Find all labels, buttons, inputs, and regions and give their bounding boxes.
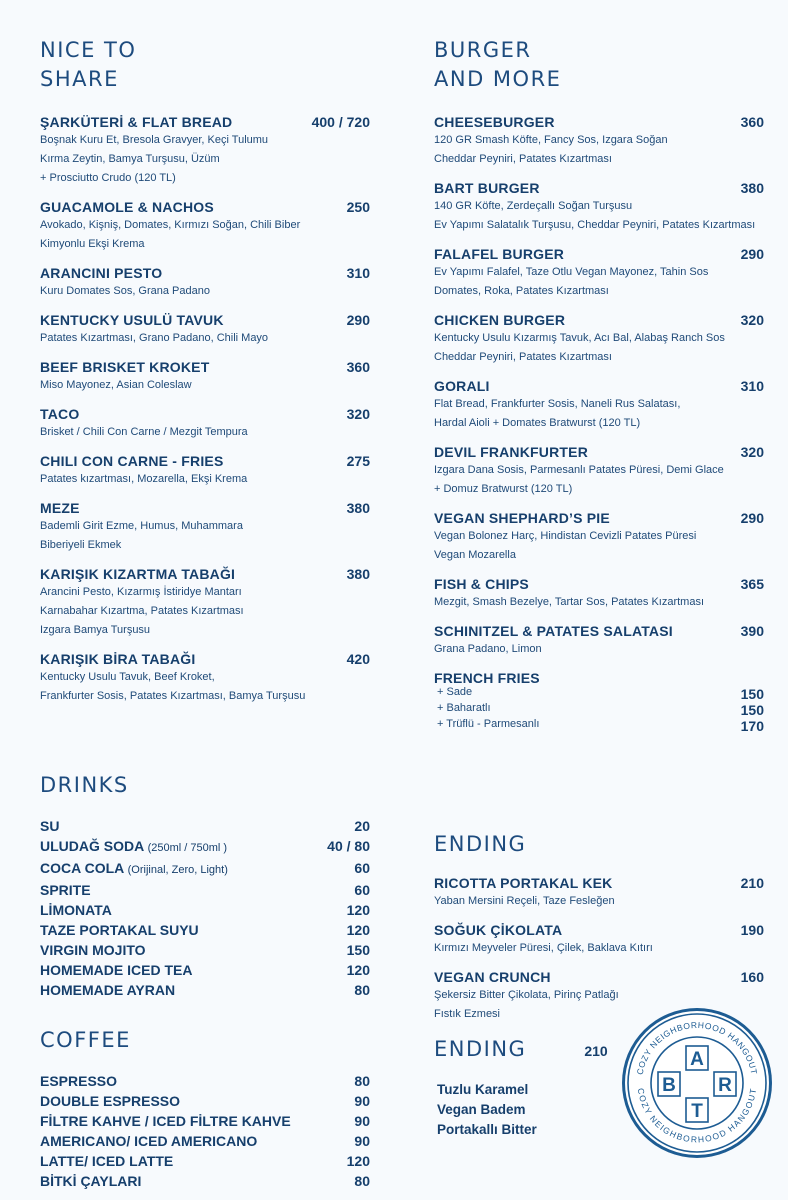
item-price: 360 xyxy=(740,114,764,130)
coffee-price: 90 xyxy=(354,1133,370,1149)
coffee-name: FİLTRE KAHVE / ICED FİLTRE KAHVE xyxy=(40,1113,291,1129)
item-head xyxy=(434,378,764,394)
item-price: 320 xyxy=(346,406,370,422)
menu-item xyxy=(40,453,370,488)
item-description: Frankfurter Sosis, Patates Kızartması, Bamya Turşusu xyxy=(40,690,306,702)
drink-price: 120 xyxy=(346,922,370,938)
item-description: Kentucky Usulu Kızarmış Tavuk, Acı Bal, Alabaş Ranch Sos xyxy=(434,332,725,344)
menu-item xyxy=(434,922,764,957)
ending-title: ENDING xyxy=(434,832,527,856)
menu-item xyxy=(434,444,764,498)
item-description: Patates kızartması, Mozarella, Ekşi Krema xyxy=(40,473,248,485)
item-name: GORALI xyxy=(434,378,490,394)
menu-item xyxy=(434,180,764,234)
drink-price: 120 xyxy=(346,962,370,978)
item-description: Avokado, Kişniş, Domates, Kırmızı Soğan, Chili Biber xyxy=(40,219,301,231)
ending2-title: ENDING xyxy=(434,1037,527,1061)
item-description: Cheddar Peyniri, Patates Kızartması xyxy=(434,153,612,165)
item-head xyxy=(40,406,370,422)
fries-option-price: 150 xyxy=(740,686,764,702)
coffee-items xyxy=(40,1071,370,1191)
item-price: 210 xyxy=(740,875,764,891)
burger-items xyxy=(434,114,764,658)
share-title-line2: SHARE xyxy=(40,67,119,91)
item-name: CHICKEN BURGER xyxy=(434,312,566,328)
item-description: Bademli Girit Ezme, Humus, Muhammara xyxy=(40,520,243,532)
item-head xyxy=(434,623,764,639)
coffee-row xyxy=(40,1091,370,1111)
coffee-row xyxy=(40,1111,370,1131)
item-name: RICOTTA PORTAKAL KEK xyxy=(434,875,613,891)
menu-item xyxy=(40,406,370,441)
drink-row xyxy=(40,816,370,836)
logo-letter-a: A xyxy=(690,1049,704,1070)
drink-name-wrap xyxy=(40,960,192,980)
item-name: FALAFEL BURGER xyxy=(434,246,565,262)
item-description: Kırma Zeytin, Bamya Turşusu, Üzüm xyxy=(40,153,220,165)
drink-name-wrap xyxy=(40,836,227,858)
coffee-name: BİTKİ ÇAYLARI xyxy=(40,1173,142,1189)
ending2-item: Vegan Badem xyxy=(437,1102,526,1117)
item-name: FRENCH FRIES xyxy=(434,670,540,686)
item-name: ŞARKÜTERİ & FLAT BREAD xyxy=(40,114,233,130)
fries-option-label: + Baharatlı xyxy=(437,702,491,714)
drinks-title: DRINKS xyxy=(40,773,129,797)
right-column xyxy=(434,36,764,1140)
drink-price: 80 xyxy=(354,982,370,998)
item-head xyxy=(434,510,764,526)
coffee-name: LATTE/ ICED LATTE xyxy=(40,1153,174,1169)
item-name: BART BURGER xyxy=(434,180,540,196)
item-name: BEEF BRISKET KROKET xyxy=(40,359,210,375)
item-name: DEVIL FRANKFURTER xyxy=(434,444,589,460)
item-head xyxy=(434,922,764,938)
drink-note: (250ml / 750ml ) xyxy=(147,842,228,854)
item-head xyxy=(434,875,764,891)
drink-price: 20 xyxy=(354,818,370,834)
item-description: Patates Kızartması, Grano Padano, Chili Mayo xyxy=(40,332,269,344)
drink-name: ULUDAĞ SODA xyxy=(40,838,144,854)
drink-name: LİMONATA xyxy=(40,902,112,918)
coffee-price: 90 xyxy=(354,1113,370,1129)
item-description: 120 GR Smash Köfte, Fancy Sos, Izgara Soğan xyxy=(434,134,668,146)
logo-letter-t: T xyxy=(691,1101,703,1122)
item-head xyxy=(40,453,370,469)
menu-item xyxy=(434,378,764,432)
drink-row xyxy=(40,960,370,980)
drink-row xyxy=(40,836,370,858)
drink-name: HOMEMADE ICED TEA xyxy=(40,962,193,978)
item-price: 160 xyxy=(740,969,764,985)
item-description: Vegan Bolonez Harç, Hindistan Cevizli Patates Püresi xyxy=(434,530,697,542)
item-description: Domates, Roka, Patates Kızartması xyxy=(434,285,609,297)
coffee-row xyxy=(40,1131,370,1151)
item-head xyxy=(434,444,764,460)
coffee-row xyxy=(40,1151,370,1171)
drink-name-wrap xyxy=(40,880,91,900)
fries-option-label: + Sade xyxy=(437,686,473,698)
item-description: Vegan Mozarella xyxy=(434,549,516,561)
item-name: CHILI CON CARNE - FRIES xyxy=(40,453,224,469)
menu-item-french-fries xyxy=(434,670,764,734)
item-description: Biberiyeli Ekmek xyxy=(40,539,122,551)
item-head xyxy=(40,500,370,516)
item-description: Ev Yapımı Falafel, Taze Otlu Vegan Mayonez, Tahin Sos xyxy=(434,266,709,278)
item-price: 320 xyxy=(740,312,764,328)
item-description: Fıstık Ezmesi xyxy=(434,1008,501,1020)
item-description: Cheddar Peyniri, Patates Kızartması xyxy=(434,351,612,363)
item-head xyxy=(40,359,370,375)
item-price: 275 xyxy=(346,453,370,469)
drink-name-wrap xyxy=(40,940,146,960)
item-head xyxy=(40,312,370,328)
menu-item xyxy=(40,566,370,639)
item-description: Izgara Dana Sosis, Parmesanlı Patates Püresi, Demi Glace xyxy=(434,464,724,476)
item-price: 400 / 720 xyxy=(311,114,370,130)
item-head xyxy=(434,114,764,130)
fries-option-label: + Trüflü - Parmesanlı xyxy=(437,718,540,730)
drink-name-wrap xyxy=(40,920,199,940)
drink-name: SU xyxy=(40,818,60,834)
item-description: + Prosciutto Crudo (120 TL) xyxy=(40,172,176,184)
logo-letter-r: R xyxy=(718,1075,732,1096)
share-items xyxy=(40,114,370,705)
drink-price: 40 / 80 xyxy=(327,838,370,854)
menu-item xyxy=(434,623,764,658)
fries-option xyxy=(434,686,764,702)
item-name: CHEESEBURGER xyxy=(434,114,555,130)
item-head xyxy=(40,114,370,130)
drink-name: VIRGIN MOJITO xyxy=(40,942,146,958)
coffee-row xyxy=(40,1171,370,1191)
coffee-price: 80 xyxy=(354,1173,370,1189)
item-description: Yaban Mersini Reçeli, Taze Fesleğen xyxy=(434,895,615,907)
drink-row xyxy=(40,900,370,920)
drink-row xyxy=(40,920,370,940)
menu-item xyxy=(40,651,370,705)
item-price: 290 xyxy=(740,510,764,526)
drink-name-wrap xyxy=(40,900,112,920)
item-price: 420 xyxy=(346,651,370,667)
coffee-price: 80 xyxy=(354,1073,370,1089)
item-description: Grana Padano, Limon xyxy=(434,643,542,655)
ending2-item: Tuzlu Karamel xyxy=(437,1082,529,1097)
item-description: Miso Mayonez, Asian Coleslaw xyxy=(40,379,192,391)
item-name: TACO xyxy=(40,406,80,422)
drink-name-wrap xyxy=(40,816,59,836)
drink-price: 60 xyxy=(354,860,370,876)
share-title-line1: NICE TO xyxy=(40,38,137,62)
logo-ring-text-bottom: COZY NEIGHBORHOOD HANGOUT xyxy=(635,1087,759,1145)
item-description: Mezgit, Smash Bezelye, Tartar Sos, Patates Kızartması xyxy=(434,596,705,608)
item-name: GUACAMOLE & NACHOS xyxy=(40,199,214,215)
menu-item xyxy=(434,312,764,366)
drink-row xyxy=(40,880,370,900)
fries-option-price: 150 xyxy=(740,702,764,718)
fries-options xyxy=(434,686,764,734)
menu-item xyxy=(40,265,370,300)
drink-price: 120 xyxy=(346,902,370,918)
item-price: 360 xyxy=(346,359,370,375)
drink-row xyxy=(40,858,370,880)
item-description: Kentucky Usulu Tavuk, Beef Kroket, xyxy=(40,671,215,683)
item-head xyxy=(40,651,370,667)
item-description: 140 GR Köfte, Zerdeçallı Soğan Turşusu xyxy=(434,200,633,212)
item-price: 250 xyxy=(346,199,370,215)
item-description: Kırmızı Meyveler Püresi, Çilek, Baklava Kıtırı xyxy=(434,942,653,954)
menu-item xyxy=(434,510,764,564)
item-head xyxy=(434,576,764,592)
item-name: VEGAN CRUNCH xyxy=(434,969,551,985)
ending2-price: 210 xyxy=(584,1043,608,1059)
item-name: KENTUCKY USULÜ TAVUK xyxy=(40,312,224,328)
item-head xyxy=(434,312,764,328)
logo-ring-text-top: COZY NEIGHBORHOOD HANGOUT xyxy=(634,1019,760,1076)
coffee-row xyxy=(40,1071,370,1091)
left-column xyxy=(40,36,370,1191)
item-description: Ev Yapımı Salatalık Turşusu, Cheddar Peyniri, Patates Kızartması xyxy=(434,219,756,231)
burger-title-line1: BURGER xyxy=(434,38,532,62)
item-price: 290 xyxy=(740,246,764,262)
item-name: MEZE xyxy=(40,500,80,516)
item-description: Karnabahar Kızartma, Patates Kızartması xyxy=(40,605,244,617)
fries-option xyxy=(434,702,764,718)
drink-note: (Orijinal, Zero, Light) xyxy=(127,864,228,876)
ending2-item: Portakallı Bitter xyxy=(437,1122,537,1137)
coffee-name: DOUBLE ESPRESSO xyxy=(40,1093,181,1109)
item-name: SCHINITZEL & PATATES SALATASI xyxy=(434,623,673,639)
logo-white-ring xyxy=(625,1011,769,1155)
menu-item xyxy=(40,500,370,554)
menu-item xyxy=(40,359,370,394)
coffee-price: 90 xyxy=(354,1093,370,1109)
drink-name: SPRITE xyxy=(40,882,91,898)
burger-title-line2: AND MORE xyxy=(434,67,562,91)
fries-option-price: 170 xyxy=(740,718,764,734)
item-price: 320 xyxy=(740,444,764,460)
item-price: 365 xyxy=(740,576,764,592)
item-head xyxy=(40,199,370,215)
drink-price: 150 xyxy=(346,942,370,958)
bart-logo xyxy=(620,1006,774,1160)
coffee-name: ESPRESSO xyxy=(40,1073,118,1089)
item-description: Izgara Bamya Turşusu xyxy=(40,624,151,636)
drink-name: HOMEMADE AYRAN xyxy=(40,982,176,998)
item-name: VEGAN SHEPHARD’S PIE xyxy=(434,510,610,526)
drink-row xyxy=(40,980,370,1000)
item-head xyxy=(40,566,370,582)
item-price: 310 xyxy=(346,265,370,281)
share-title xyxy=(40,36,370,94)
menu-item xyxy=(434,875,764,910)
drink-price: 60 xyxy=(354,882,370,898)
item-description: Şekersiz Bitter Çikolata, Pirinç Patlağı xyxy=(434,989,619,1001)
item-description: Flat Bread, Frankfurter Sosis, Naneli Rus Salatası, xyxy=(434,398,681,410)
item-description: Kuru Domates Sos, Grana Padano xyxy=(40,285,210,297)
item-name: SOĞUK ÇİKOLATA xyxy=(434,922,563,938)
item-head xyxy=(434,180,764,196)
item-name: KARIŞIK KIZARTMA TABAĞI xyxy=(40,566,236,582)
fries-option xyxy=(434,718,764,734)
coffee-title: COFFEE xyxy=(40,1028,131,1052)
logo-letter-b: B xyxy=(662,1075,676,1096)
item-price: 310 xyxy=(740,378,764,394)
item-description: + Domuz Bratwurst (120 TL) xyxy=(434,483,573,495)
menu-item xyxy=(434,246,764,300)
item-price: 380 xyxy=(740,180,764,196)
menu-item xyxy=(40,199,370,253)
menu-item xyxy=(434,576,764,611)
drink-name: COCA COLA xyxy=(40,860,124,876)
item-description: Kimyonlu Ekşi Krema xyxy=(40,238,145,250)
item-name: ARANCINI PESTO xyxy=(40,265,163,281)
item-price: 190 xyxy=(740,922,764,938)
item-price: 380 xyxy=(346,500,370,516)
coffee-price: 120 xyxy=(346,1153,370,1169)
burger-title xyxy=(434,36,764,94)
menu-item xyxy=(40,114,370,187)
item-description: Brisket / Chili Con Carne / Mezgit Tempura xyxy=(40,426,248,438)
item-price: 390 xyxy=(740,623,764,639)
drink-name: TAZE PORTAKAL SUYU xyxy=(40,922,199,938)
menu-item xyxy=(40,312,370,347)
item-description: Arancini Pesto, Kızarmış İstiridye Mantarı xyxy=(40,586,242,598)
item-price: 380 xyxy=(346,566,370,582)
coffee-name: AMERICANO/ ICED AMERICANO xyxy=(40,1133,258,1149)
ending-items xyxy=(434,875,764,1023)
item-name: FISH & CHIPS xyxy=(434,576,529,592)
drink-row xyxy=(40,940,370,960)
item-name: KARIŞIK BİRA TABAĞI xyxy=(40,651,196,667)
item-description: Hardal Aioli + Domates Bratwurst (120 TL) xyxy=(434,417,641,429)
menu-item xyxy=(434,114,764,168)
drinks-items xyxy=(40,816,370,1000)
item-head xyxy=(40,265,370,281)
item-description: Boşnak Kuru Et, Bresola Gravyer, Keçi Tulumu xyxy=(40,134,269,146)
item-head xyxy=(434,969,764,985)
item-price: 290 xyxy=(346,312,370,328)
drink-name-wrap xyxy=(40,858,228,880)
item-head xyxy=(434,246,764,262)
drink-name-wrap xyxy=(40,980,175,1000)
